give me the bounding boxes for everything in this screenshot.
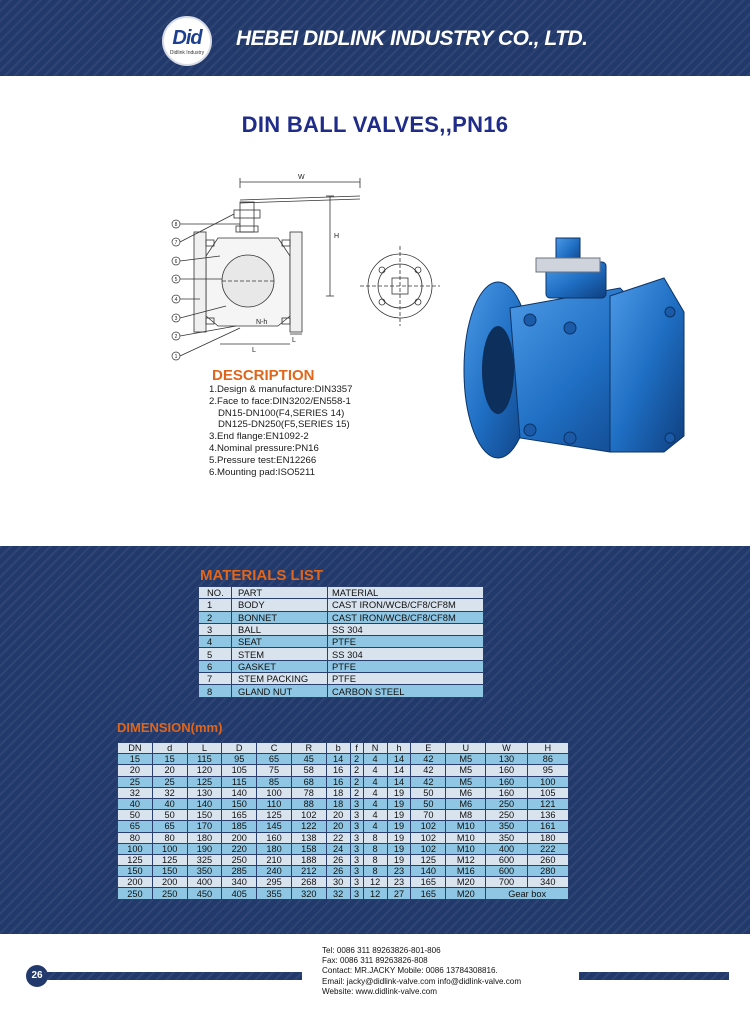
table-cell: 42 (411, 776, 446, 787)
dimension-header-row (118, 743, 569, 754)
table-cell: 25 (118, 776, 153, 787)
table-cell: 165 (222, 810, 257, 821)
table-cell: PTFE (328, 673, 484, 685)
description-item: 5.Pressure test:EN12266 (209, 454, 317, 466)
table-row (118, 754, 569, 765)
table-cell: 190 (187, 843, 222, 854)
table-cell: 160 (257, 832, 292, 843)
table-cell: 125 (257, 810, 292, 821)
table-cell: 50 (411, 798, 446, 809)
table-row (118, 866, 569, 877)
table-cell: 20 (152, 765, 187, 776)
table-cell: PTFE (328, 660, 484, 672)
table-cell: 125 (187, 776, 222, 787)
callout-label: 4 (174, 297, 178, 303)
company-logo (162, 16, 212, 66)
callout-label: 2 (174, 334, 178, 340)
table-cell: 4 (363, 787, 387, 798)
table-cell: 100 (118, 843, 153, 854)
dimension-column-header: b (326, 743, 350, 754)
table-cell: 12 (363, 877, 387, 888)
table-cell: M20 (446, 888, 486, 899)
dimension-label-nh: N-h (256, 319, 268, 326)
table-cell: 24 (326, 843, 350, 854)
table-cell: 250 (486, 798, 527, 809)
callout-label: 5 (174, 277, 178, 283)
table-cell: 185 (222, 821, 257, 832)
materials-heading: MATERIALS LIST (200, 567, 324, 584)
table-cell: M8 (446, 810, 486, 821)
contact-block (322, 946, 521, 997)
table-cell: BALL (232, 623, 328, 635)
table-cell: 2 (350, 754, 363, 765)
table-cell: M5 (446, 765, 486, 776)
table-cell: 8 (363, 843, 387, 854)
table-cell: 260 (527, 854, 568, 865)
table-cell: 150 (222, 798, 257, 809)
table-row (199, 623, 484, 635)
table-row (199, 636, 484, 648)
dimension-column-header: U (446, 743, 486, 754)
table-cell: 400 (486, 843, 527, 854)
table-cell: 180 (257, 843, 292, 854)
table-cell: 340 (222, 877, 257, 888)
table-cell: 14 (387, 765, 411, 776)
table-cell: 16 (326, 765, 350, 776)
table-cell: M5 (446, 776, 486, 787)
table-cell: 2 (350, 776, 363, 787)
table-cell: 140 (187, 798, 222, 809)
table-cell: 400 (187, 877, 222, 888)
table-cell: M10 (446, 821, 486, 832)
table-cell: 8 (363, 866, 387, 877)
dimension-label-w: W (298, 174, 305, 181)
table-cell: 250 (222, 854, 257, 865)
table-cell: 350 (486, 832, 527, 843)
table-cell: 65 (152, 821, 187, 832)
table-cell: 26 (326, 866, 350, 877)
table-cell: 3 (350, 877, 363, 888)
table-cell: SS 304 (328, 648, 484, 660)
table-cell: 120 (187, 765, 222, 776)
table-cell: 150 (187, 810, 222, 821)
table-cell: STEM (232, 648, 328, 660)
table-cell: 65 (257, 754, 292, 765)
table-cell: 125 (118, 854, 153, 865)
description-item: DN125-DN250(F5,SERIES 15) (218, 419, 350, 431)
table-cell: 70 (411, 810, 446, 821)
table-cell: 100 (257, 787, 292, 798)
table-cell: 19 (387, 810, 411, 821)
table-cell: SEAT (232, 636, 328, 648)
table-cell: 350 (187, 866, 222, 877)
description-item: 6.Mounting pad:ISO5211 (209, 466, 315, 478)
header-band (0, 0, 750, 76)
table-cell: 4 (199, 636, 232, 648)
callout-label: 3 (174, 316, 178, 322)
table-cell: 240 (257, 866, 292, 877)
table-row (118, 821, 569, 832)
table-cell: 40 (118, 798, 153, 809)
table-cell: BODY (232, 599, 328, 611)
table-cell: 355 (257, 888, 292, 899)
table-cell: 23 (387, 866, 411, 877)
table-cell: 50 (152, 810, 187, 821)
table-cell: 115 (187, 754, 222, 765)
table-cell: 105 (527, 787, 568, 798)
table-cell: 250 (486, 810, 527, 821)
table-cell: 4 (363, 810, 387, 821)
table-cell: 3 (350, 843, 363, 854)
table-cell: 100 (527, 776, 568, 787)
table-cell: 86 (527, 754, 568, 765)
table-cell: CARBON STEEL (328, 685, 484, 697)
table-cell: 122 (291, 821, 326, 832)
table-cell: GLAND NUT (232, 685, 328, 697)
table-cell: 121 (527, 798, 568, 809)
table-cell: 125 (411, 854, 446, 865)
table-cell: 130 (187, 787, 222, 798)
table-row (118, 832, 569, 843)
contact-fax: Fax: 0086 311 89263826-808 (322, 956, 428, 966)
table-cell: 102 (411, 821, 446, 832)
materials-column-header: NO. (199, 587, 232, 599)
table-cell: 285 (222, 866, 257, 877)
table-cell: 4 (363, 776, 387, 787)
table-cell: 32 (326, 888, 350, 899)
table-cell: 42 (411, 754, 446, 765)
table-cell: CAST IRON/WCB/CF8/CF8M (328, 611, 484, 623)
footer-bar (579, 972, 729, 980)
table-cell: 19 (387, 787, 411, 798)
footer-bar (44, 972, 302, 980)
dimension-table (117, 742, 569, 900)
table-cell: 102 (411, 832, 446, 843)
table-cell: 19 (387, 843, 411, 854)
table-row (118, 877, 569, 888)
table-cell: 50 (411, 787, 446, 798)
table-row (118, 854, 569, 865)
table-cell: CAST IRON/WCB/CF8/CF8M (328, 599, 484, 611)
materials-column-header: PART (232, 587, 328, 599)
table-cell: 19 (387, 854, 411, 865)
table-cell: 130 (486, 754, 527, 765)
table-cell: 160 (486, 776, 527, 787)
table-row (118, 888, 569, 899)
table-cell: M16 (446, 866, 486, 877)
table-cell: 188 (291, 854, 326, 865)
dimension-column-header: h (387, 743, 411, 754)
table-cell: 105 (222, 765, 257, 776)
table-cell: 295 (257, 877, 292, 888)
dimension-column-header: DN (118, 743, 153, 754)
table-cell: 160 (486, 765, 527, 776)
table-cell: 75 (257, 765, 292, 776)
table-cell: 27 (387, 888, 411, 899)
contact-website: Website: www.didlink-valve.com (322, 986, 437, 996)
table-cell: 23 (387, 877, 411, 888)
table-cell: 320 (291, 888, 326, 899)
table-cell: 2 (199, 611, 232, 623)
table-cell: 158 (291, 843, 326, 854)
dimension-column-header: C (257, 743, 292, 754)
table-cell: 15 (118, 754, 153, 765)
table-cell: 14 (326, 754, 350, 765)
table-cell: 200 (222, 832, 257, 843)
table-cell: 3 (199, 623, 232, 635)
table-cell: 210 (257, 854, 292, 865)
table-cell: BONNET (232, 611, 328, 623)
description-item: 1.Design & manufacture:DIN3357 (209, 384, 353, 395)
table-cell: 26 (326, 854, 350, 865)
table-cell: 20 (326, 821, 350, 832)
dimension-column-header: E (411, 743, 446, 754)
table-cell: 140 (222, 787, 257, 798)
table-cell: 68 (291, 776, 326, 787)
table-cell: 19 (387, 798, 411, 809)
table-cell: 6 (199, 660, 232, 672)
materials-table (198, 586, 484, 698)
table-cell: 19 (387, 821, 411, 832)
dimension-label-h: H (334, 233, 340, 240)
description-item: 3.End flange:EN1092-2 (209, 431, 309, 443)
table-cell: 19 (387, 832, 411, 843)
table-cell: 700 (486, 877, 527, 888)
callout-label: 1 (174, 354, 178, 360)
table-cell: 160 (486, 787, 527, 798)
valve-product-image (460, 228, 710, 470)
table-cell: 212 (291, 866, 326, 877)
table-cell: 18 (326, 787, 350, 798)
table-cell: 150 (152, 866, 187, 877)
table-cell: 150 (118, 866, 153, 877)
table-cell: 78 (291, 787, 326, 798)
table-cell: 125 (152, 854, 187, 865)
callout-label: 8 (174, 222, 178, 228)
table-row (199, 599, 484, 611)
table-cell: 102 (411, 843, 446, 854)
table-cell: 325 (187, 854, 222, 865)
table-cell: M12 (446, 854, 486, 865)
description-list (209, 384, 352, 478)
table-row (199, 611, 484, 623)
materials-header-row (199, 587, 484, 599)
table-cell: 32 (152, 787, 187, 798)
table-cell: 2 (350, 765, 363, 776)
page-title: DIN BALL VALVES,,PN16 (241, 112, 509, 137)
table-cell: 32 (118, 787, 153, 798)
company-name: HEBEI DIDLINK INDUSTRY CO., LTD. (236, 27, 588, 50)
table-cell: PTFE (328, 636, 484, 648)
table-cell: 4 (363, 754, 387, 765)
table-cell: 136 (527, 810, 568, 821)
table-row (118, 843, 569, 854)
table-cell: Gear box (486, 888, 569, 899)
table-row (118, 810, 569, 821)
table-cell: 4 (363, 798, 387, 809)
table-cell: 102 (291, 810, 326, 821)
table-cell: 161 (527, 821, 568, 832)
table-cell: 405 (222, 888, 257, 899)
table-row (199, 673, 484, 685)
dimension-column-header: d (152, 743, 187, 754)
table-cell: 50 (118, 810, 153, 821)
table-cell: STEM PACKING (232, 673, 328, 685)
table-cell: 4 (363, 765, 387, 776)
table-cell: 200 (118, 877, 153, 888)
contact-email: Email: jacky@didlink-valve.com info@didlink-valve.com (322, 976, 522, 986)
table-cell: 180 (187, 832, 222, 843)
contact-person: Contact: MR.JACKY Mobile: 0086 13784308816. (322, 966, 498, 976)
table-cell: 100 (152, 843, 187, 854)
logo-mark: Did (172, 27, 202, 49)
table-row (118, 787, 569, 798)
table-cell: 85 (257, 776, 292, 787)
table-cell: 20 (118, 765, 153, 776)
table-cell: 8 (363, 832, 387, 843)
table-cell: 600 (486, 854, 527, 865)
table-cell: 165 (411, 877, 446, 888)
table-cell: 145 (257, 821, 292, 832)
table-cell: 3 (350, 854, 363, 865)
table-row (199, 648, 484, 660)
table-cell: 280 (527, 866, 568, 877)
table-row (118, 765, 569, 776)
dimension-column-header: L (187, 743, 222, 754)
table-cell: 350 (486, 821, 527, 832)
table-cell: M10 (446, 832, 486, 843)
table-cell: 4 (363, 821, 387, 832)
dimension-heading: DIMENSION(mm) (117, 720, 223, 735)
table-cell: M10 (446, 843, 486, 854)
table-row (118, 776, 569, 787)
table-cell: 20 (326, 810, 350, 821)
table-cell: 80 (152, 832, 187, 843)
table-cell: 8 (199, 685, 232, 697)
table-cell: 110 (257, 798, 292, 809)
table-row (118, 798, 569, 809)
dimension-column-header: W (486, 743, 527, 754)
table-cell: 115 (222, 776, 257, 787)
description-heading: DESCRIPTION (212, 367, 315, 384)
table-cell: 7 (199, 673, 232, 685)
logo-subtitle: Didlink Industry (169, 50, 205, 56)
table-cell: 3 (350, 888, 363, 899)
table-cell: 95 (527, 765, 568, 776)
table-cell: 18 (326, 798, 350, 809)
table-cell: SS 304 (328, 623, 484, 635)
table-cell: 450 (187, 888, 222, 899)
table-cell: 250 (118, 888, 153, 899)
table-cell: M5 (446, 754, 486, 765)
table-cell: M6 (446, 798, 486, 809)
table-cell: 600 (486, 866, 527, 877)
table-cell: 14 (387, 754, 411, 765)
table-cell: 165 (411, 888, 446, 899)
table-cell: 5 (199, 648, 232, 660)
table-row (199, 685, 484, 697)
page-number: 26 (26, 965, 48, 987)
table-cell: 2 (350, 787, 363, 798)
dimension-column-header: f (350, 743, 363, 754)
table-cell: 3 (350, 832, 363, 843)
table-cell: 250 (152, 888, 187, 899)
table-cell: 42 (411, 765, 446, 776)
table-cell: 1 (199, 599, 232, 611)
table-cell: 180 (527, 832, 568, 843)
dimension-column-header: N (363, 743, 387, 754)
dimension-label-l2: L (292, 337, 296, 344)
description-item: 2.Face to face:DIN3202/EN558-1 (209, 395, 351, 407)
table-cell: 140 (411, 866, 446, 877)
callout-label: 6 (174, 259, 178, 265)
materials-column-header: MATERIAL (328, 587, 484, 599)
table-cell: 16 (326, 776, 350, 787)
table-cell: 80 (118, 832, 153, 843)
table-cell: 30 (326, 877, 350, 888)
table-cell: GASKET (232, 660, 328, 672)
table-cell: 3 (350, 798, 363, 809)
table-cell: 65 (118, 821, 153, 832)
dimension-column-header: R (291, 743, 326, 754)
table-cell: 14 (387, 776, 411, 787)
description-item: 4.Nominal pressure:PN16 (209, 442, 319, 454)
table-cell: 12 (363, 888, 387, 899)
table-cell: 3 (350, 821, 363, 832)
table-cell: 15 (152, 754, 187, 765)
table-cell: 268 (291, 877, 326, 888)
table-cell: 220 (222, 843, 257, 854)
dimension-label-l: L (252, 347, 256, 354)
table-cell: 222 (527, 843, 568, 854)
table-cell: M6 (446, 787, 486, 798)
table-cell: 8 (363, 854, 387, 865)
table-cell: 138 (291, 832, 326, 843)
table-cell: 22 (326, 832, 350, 843)
table-row (199, 660, 484, 672)
table-cell: 25 (152, 776, 187, 787)
callout-label: 7 (174, 240, 178, 246)
table-cell: 200 (152, 877, 187, 888)
description-item: DN15-DN100(F4,SERIES 14) (218, 407, 345, 419)
table-cell: 95 (222, 754, 257, 765)
table-cell: 170 (187, 821, 222, 832)
contact-tel: Tel: 0086 311 89263826-801-806 (322, 946, 441, 955)
table-cell: 58 (291, 765, 326, 776)
table-cell: 340 (527, 877, 568, 888)
dimension-column-header: H (527, 743, 568, 754)
table-cell: 3 (350, 810, 363, 821)
table-cell: M20 (446, 877, 486, 888)
table-cell: 88 (291, 798, 326, 809)
table-cell: 3 (350, 866, 363, 877)
table-cell: 45 (291, 754, 326, 765)
table-cell: 40 (152, 798, 187, 809)
valve-technical-drawing (160, 166, 450, 366)
dimension-column-header: D (222, 743, 257, 754)
